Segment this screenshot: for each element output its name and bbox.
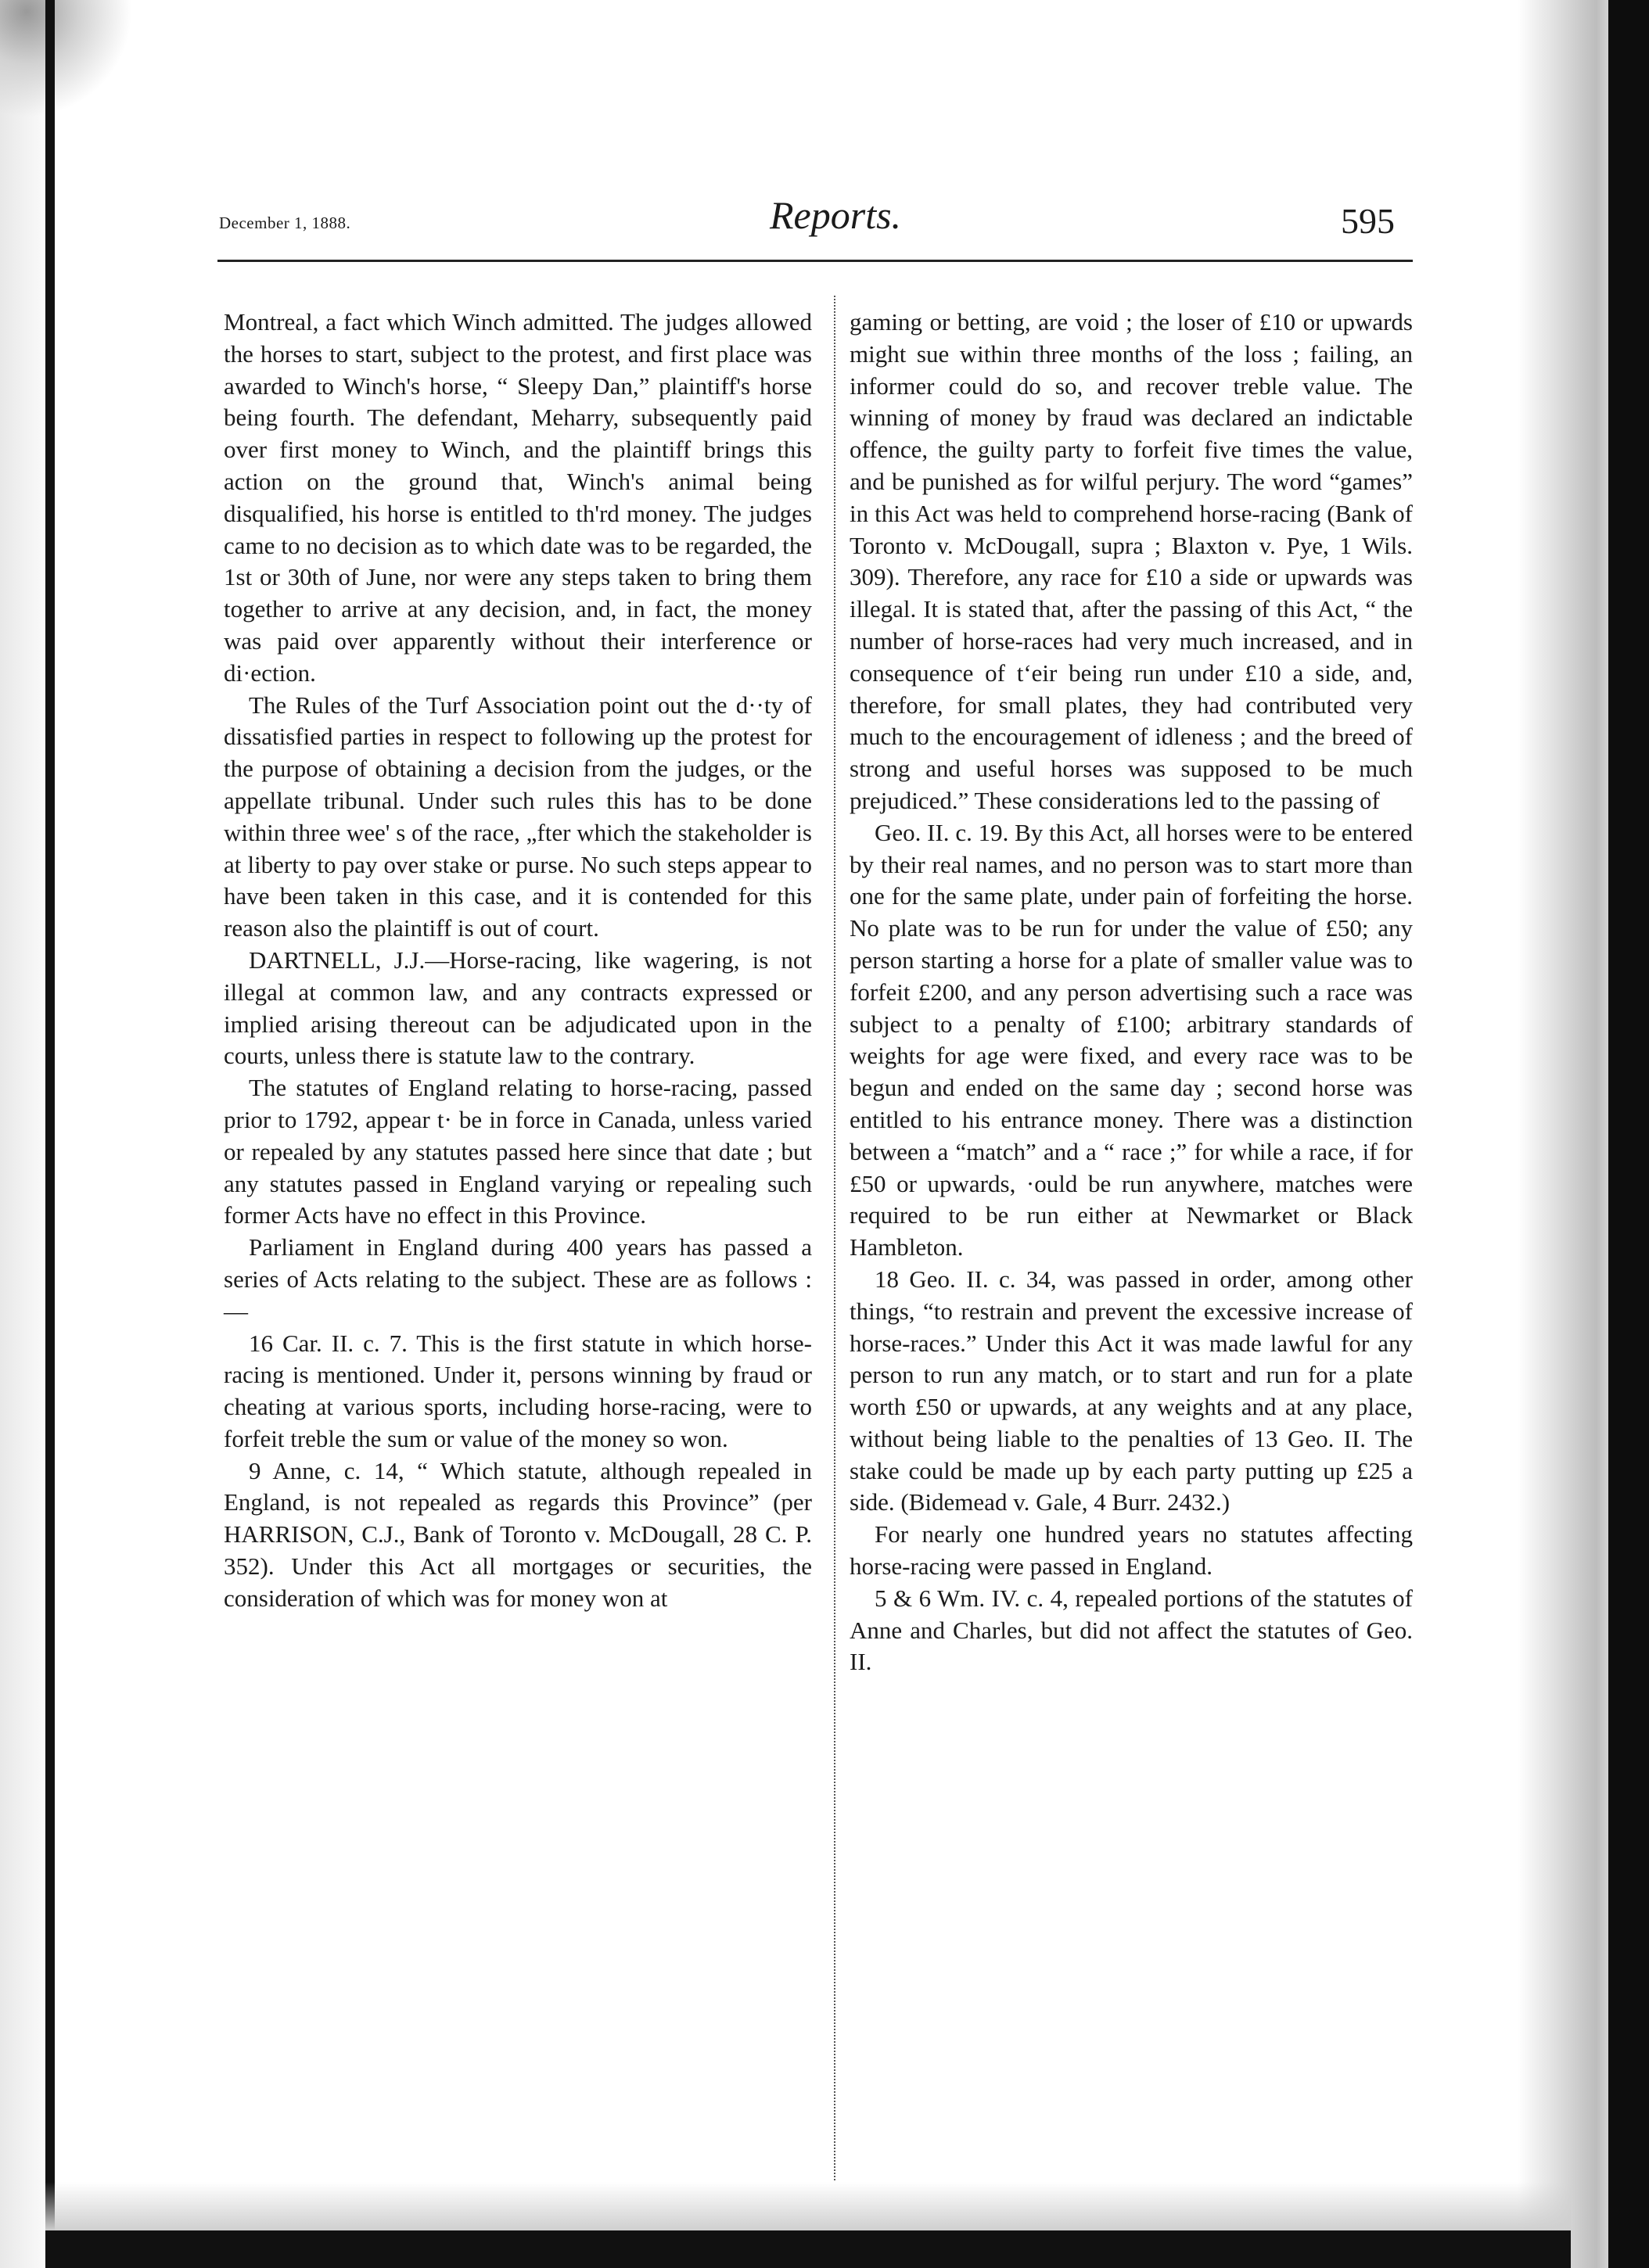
- scan-right-border: [1608, 0, 1649, 2268]
- paragraph: DARTNELL, J.J.—Horse-racing, like wagering, is not illegal at common law, and any contracts expressed or implied arising thereout can be adjudicated upon in the courts, unless there is statute law to the contrary.: [224, 946, 812, 1070]
- running-head-title: Reports.: [770, 193, 902, 237]
- paragraph: 16 Car. II. c. 7. This is the first statute in which horse-racing is mentioned. Under it, persons winning by fraud or cheating at various sports, including horse-racing, were to forfeit treble the sum or value of the money so won.: [224, 1329, 812, 1452]
- scan-bottom-border: [45, 2230, 1571, 2268]
- header-rule: [217, 260, 1413, 262]
- paragraph: Parliament in England during 400 years has passed a series of Acts relating to the subject. These are as follows :—: [224, 1233, 812, 1325]
- paragraph: 9 Anne, c. 14, “ Which statute, although repealed in England, is not repealed as regards this Province” (per HARRISON, C.J., Bank of Toronto v. McDougall, 28 C. P. 352). Under this Act all mortgages or securities, the consideration of which was for money won at: [224, 1456, 812, 1612]
- paragraph: 5 & 6 Wm. IV. c. 4, repealed portions of the statutes of Anne and Charles, but did not affect the statutes of Geo. II.: [850, 1584, 1413, 1676]
- paragraph: Geo. II. c. 19. By this Act, all horses were to be entered by their real names, and no person was to start more than one for the same plate, under pain of forfeiting the horse. No plate was to be run for under the value of £50; any person starting a horse for a plate of smaller value was to forfeit £200, and any person advertising such a race was subject to a penalty of £100; arbitrary standards of weights for age were fixed, and every race was to be begun and ended on the same day ; second horse was entitled to his entrance money. There was a distinction between a “match” and a “ race ;” for while a race, if for £50 or upwards, ·ould be run anywhere, matches were required to be run either at Newmarket or Black Hambleton.: [850, 818, 1413, 1261]
- left-column: [224, 307, 812, 1615]
- paragraph: 18 Geo. II. c. 34, was passed in order, among other things, “to restrain and prevent the excessive increase of horse-races.” Under this Act it was made lawful for any person to run any match, or to start and run for a plate worth £50 or upwards, at any weights and at any place, without being liable to the penalties of 13 Geo. II. The stake could be made up by each party putting up £25 a side. (Bidemead v. Gale, 4 Burr. 2432.): [850, 1265, 1413, 1516]
- paragraph: For nearly one hundred years no statutes affecting horse-racing were passed in England.: [850, 1520, 1413, 1581]
- paragraph: Montreal, a fact which Winch admitted. The judges allowed the horses to start, subject to the protest, and first place was awarded to Winch's horse, “ Sleepy Dan,” plaintiff's horse being fourth. The defendant, Meharry, subsequently paid over first money to Winch, and the plaintiff brings this action on the ground that, Winch's animal being disqualified, his horse is entitled to th'rd money. The judges came to no decision as to which date was to be regarded, the 1st or 30th of June, nor were any steps taken to bring them together to arrive at any decision, and, in fact, the money was paid over apparently without their interference or di·ection.: [224, 308, 812, 687]
- right-column: [850, 307, 1413, 1678]
- paragraph: The statutes of England relating to horse-racing, passed prior to 1792, appear t· be in force in Canada, unless varied or repealed by any statutes passed here since that date ; but any statutes passed in England varying or repealing such former Acts have no effect in this Province.: [224, 1074, 812, 1229]
- running-head-date: December 1, 1888.: [219, 214, 351, 232]
- scan-left-border: [45, 0, 55, 2268]
- paragraph: gaming or betting, are void ; the loser of £10 or upwards might sue within three months of the loss ; failing, an informer could do so, and recover treble value. The winning of money by fraud was declared an indictable offence, the guilty party to forfeit five times the value, and be punished as for wilful perjury. The word “games” in this Act was held to comprehend horse-racing (Bank of Toronto v. McDougall, supra ; Blaxton v. Pye, 1 Wils. 309). Therefore, any race for £10 a side or upwards was illegal. It is stated that, after the passing of this Act, “ the number of horse-races had very much increased, and in consequence of tʻeir being run under £10 a side, and, therefore, for small plates, they had contributed very much to the encouragement of idleness ; and the breed of strong and useful horses was supposed to be much prejudiced.” These considerations led to the passing of: [850, 308, 1413, 814]
- column-divider: [834, 296, 835, 2180]
- paragraph: The Rules of the Turf Association point out the d··ty of dissatisfied parties in respect to following up the protest for the purpose of obtaining a decision from the judges, or the appellate tribunal. Under such rules this has to be done within three wee' s of the race, „fter which the stakeholder is at liberty to pay over stake or purse. No such steps appear to have been taken in this case, and it is contended for this reason also the plaintiff is out of court.: [224, 691, 812, 942]
- page-number: 595: [1341, 201, 1395, 241]
- scan-bottom-shadow: [45, 2182, 1571, 2230]
- scan-corner-shadow: [0, 0, 133, 117]
